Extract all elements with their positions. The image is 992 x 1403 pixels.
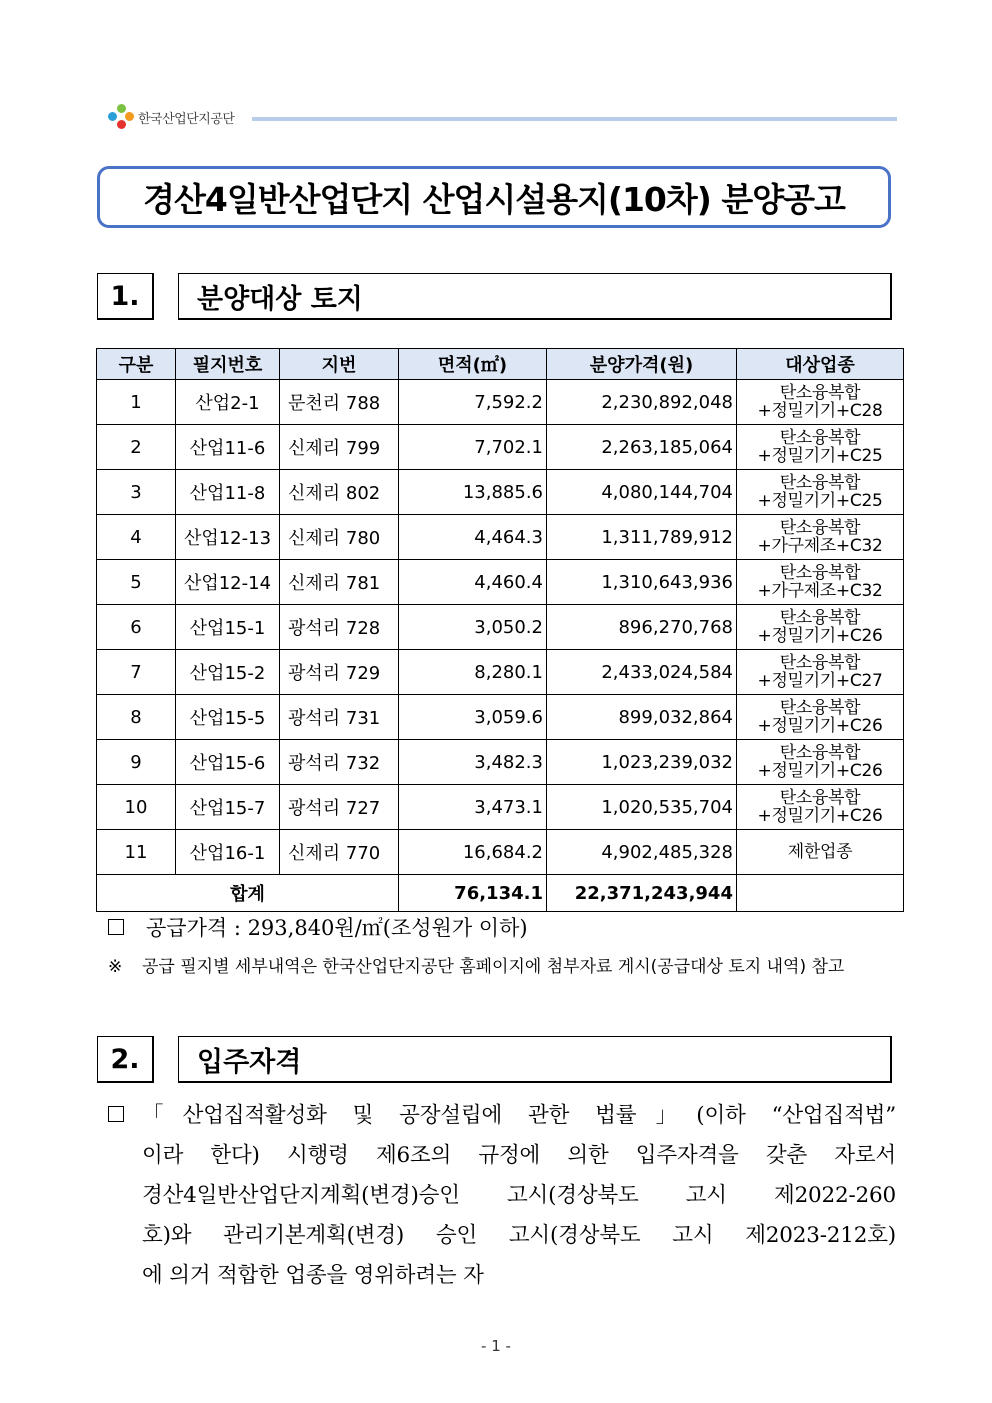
cell-addr: 신제리 799 <box>280 425 399 470</box>
section2-number: 2. <box>97 1036 154 1083</box>
qualification-line: 에 의거 적합한 업종을 영위하려는 자 <box>142 1263 484 1288</box>
note-text: 공급 필지별 세부내역은 한국산업단지공단 홈페이지에 첨부자료 게시(공급대상 토지 내역) 참고 <box>142 957 845 977</box>
cell-lot: 산업2-1 <box>176 380 280 425</box>
cell-addr: 신제리 781 <box>280 560 399 605</box>
biz-line: 탄소융복합 <box>779 788 861 808</box>
checkbox-icon <box>108 919 124 935</box>
cell-price: 1,020,535,704 <box>547 785 737 830</box>
reference-mark: ※ <box>108 957 123 977</box>
cell-no: 1 <box>97 380 176 425</box>
cell-area: 3,482.3 <box>399 740 547 785</box>
col-header: 분양가격(원) <box>547 349 737 380</box>
cell-biz <box>737 470 904 515</box>
cell-price: 2,433,024,584 <box>547 650 737 695</box>
cell-addr: 문천리 788 <box>280 380 399 425</box>
cell-addr: 신제리 770 <box>280 830 399 875</box>
section1-number: 1. <box>97 273 154 320</box>
total-biz <box>737 875 904 912</box>
table-row <box>97 425 904 470</box>
cell-addr: 광석리 727 <box>280 785 399 830</box>
section1-title: 분양대상 토지 <box>178 273 892 320</box>
cell-lot: 산업12-14 <box>176 560 280 605</box>
table-row <box>97 740 904 785</box>
cell-area: 16,684.2 <box>399 830 547 875</box>
supply-price: 공급가격 : 293,840원/㎡(조성원가 이하) <box>146 916 528 940</box>
cell-biz <box>737 380 904 425</box>
table-row <box>97 830 904 875</box>
total-label: 합계 <box>97 875 399 912</box>
title-box <box>97 166 891 228</box>
biz-line: +가구제조+C32 <box>757 536 883 556</box>
cell-lot: 산업15-2 <box>176 650 280 695</box>
col-header: 필지번호 <box>176 349 280 380</box>
cell-lot: 산업11-8 <box>176 470 280 515</box>
checkbox-icon <box>108 1106 124 1122</box>
table-row <box>97 470 904 515</box>
qualification-text <box>142 1096 896 1296</box>
cell-no: 7 <box>97 650 176 695</box>
qualification-line: 경산4일반산업단지계획(변경)승인 고시(경상북도 고시 제2022-260 <box>142 1183 896 1208</box>
biz-line: 제한업종 <box>787 842 853 862</box>
cell-biz <box>737 740 904 785</box>
page-title: 경산4일반산업단지 산업시설용지(10차) 분양공고 <box>143 179 845 219</box>
cell-price: 4,902,485,328 <box>547 830 737 875</box>
cell-area: 3,473.1 <box>399 785 547 830</box>
cell-no: 4 <box>97 515 176 560</box>
biz-line: 탄소융복합 <box>779 608 861 628</box>
table-row <box>97 785 904 830</box>
biz-line: 탄소융복합 <box>779 383 861 403</box>
note <box>108 952 892 982</box>
cell-no: 3 <box>97 470 176 515</box>
biz-line: +정밀기기+C25 <box>757 446 883 466</box>
cell-biz <box>737 425 904 470</box>
biz-line: +정밀기기+C26 <box>757 626 883 646</box>
qualification-line: 이라 한다) 시행령 제6조의 규정에 의한 입주자격을 갖춘 자로서 <box>142 1143 896 1168</box>
cell-biz <box>737 560 904 605</box>
cell-price: 1,023,239,032 <box>547 740 737 785</box>
cell-biz <box>737 605 904 650</box>
cell-addr: 신제리 780 <box>280 515 399 560</box>
biz-line: 탄소융복합 <box>779 518 861 538</box>
cell-area: 4,464.3 <box>399 515 547 560</box>
cell-no: 10 <box>97 785 176 830</box>
cell-lot: 산업11-6 <box>176 425 280 470</box>
header-divider <box>252 117 897 121</box>
col-header: 대상업종 <box>737 349 904 380</box>
lots-table <box>96 348 904 912</box>
biz-line: 탄소융복합 <box>779 653 861 673</box>
cell-biz <box>737 830 904 875</box>
qualification-line: 「산업집적활성화 및 공장설립에 관한 법률」(이하 “산업집적법” <box>142 1103 896 1128</box>
table-row <box>97 560 904 605</box>
biz-line: +정밀기기+C26 <box>757 806 883 826</box>
cell-lot: 산업15-6 <box>176 740 280 785</box>
table-row <box>97 515 904 560</box>
cell-price: 2,263,185,064 <box>547 425 737 470</box>
cell-area: 3,059.6 <box>399 695 547 740</box>
cell-biz <box>737 785 904 830</box>
cell-price: 896,270,768 <box>547 605 737 650</box>
cell-lot: 산업15-7 <box>176 785 280 830</box>
cell-addr: 신제리 802 <box>280 470 399 515</box>
cell-price: 2,230,892,048 <box>547 380 737 425</box>
supply-price-line <box>108 912 528 942</box>
org-name: 한국산업단지공단 <box>138 111 235 127</box>
cell-price: 1,310,643,936 <box>547 560 737 605</box>
cell-no: 6 <box>97 605 176 650</box>
biz-line: +정밀기기+C26 <box>757 761 883 781</box>
biz-line: +정밀기기+C27 <box>757 671 883 691</box>
cell-area: 13,885.6 <box>399 470 547 515</box>
org-logo <box>108 104 234 130</box>
table-row <box>97 695 904 740</box>
cell-price: 1,311,789,912 <box>547 515 737 560</box>
cell-price: 899,032,864 <box>547 695 737 740</box>
total-area: 76,134.1 <box>399 875 547 912</box>
table-row <box>97 650 904 695</box>
total-price: 22,371,243,944 <box>547 875 737 912</box>
qualification <box>108 1096 896 1296</box>
cell-lot: 산업12-13 <box>176 515 280 560</box>
cell-area: 7,592.2 <box>399 380 547 425</box>
biz-line: +정밀기기+C28 <box>757 401 883 421</box>
org-logo-icon <box>108 104 134 130</box>
cell-area: 7,702.1 <box>399 425 547 470</box>
cell-no: 11 <box>97 830 176 875</box>
biz-line: 탄소융복합 <box>779 563 861 583</box>
biz-line: 탄소융복합 <box>779 743 861 763</box>
biz-line: 탄소융복합 <box>779 428 861 448</box>
cell-biz <box>737 650 904 695</box>
cell-biz <box>737 695 904 740</box>
cell-lot: 산업15-5 <box>176 695 280 740</box>
cell-lot: 산업16-1 <box>176 830 280 875</box>
cell-lot: 산업15-1 <box>176 605 280 650</box>
cell-no: 5 <box>97 560 176 605</box>
cell-no: 2 <box>97 425 176 470</box>
cell-no: 9 <box>97 740 176 785</box>
cell-no: 8 <box>97 695 176 740</box>
qualification-line: 호)와 관리기본계획(변경) 승인 고시(경상북도 고시 제2023-212호) <box>142 1223 896 1248</box>
cell-addr: 광석리 729 <box>280 650 399 695</box>
biz-line: +정밀기기+C26 <box>757 716 883 736</box>
cell-addr: 광석리 732 <box>280 740 399 785</box>
section2-title: 입주자격 <box>178 1036 892 1083</box>
biz-line: +정밀기기+C25 <box>757 491 883 511</box>
col-header: 지번 <box>280 349 399 380</box>
cell-area: 8,280.1 <box>399 650 547 695</box>
cell-area: 4,460.4 <box>399 560 547 605</box>
table-row <box>97 380 904 425</box>
col-header: 구분 <box>97 349 176 380</box>
biz-line: 탄소융복합 <box>779 473 861 493</box>
table-row <box>97 605 904 650</box>
col-header: 면적(㎡) <box>399 349 547 380</box>
table-total-row <box>97 875 904 912</box>
biz-line: +가구제조+C32 <box>757 581 883 601</box>
cell-addr: 광석리 731 <box>280 695 399 740</box>
cell-addr: 광석리 728 <box>280 605 399 650</box>
page-number: - 1 - <box>481 1337 511 1355</box>
cell-price: 4,080,144,704 <box>547 470 737 515</box>
cell-biz <box>737 515 904 560</box>
table-header-row <box>97 349 904 380</box>
cell-area: 3,050.2 <box>399 605 547 650</box>
biz-line: 탄소융복합 <box>779 698 861 718</box>
